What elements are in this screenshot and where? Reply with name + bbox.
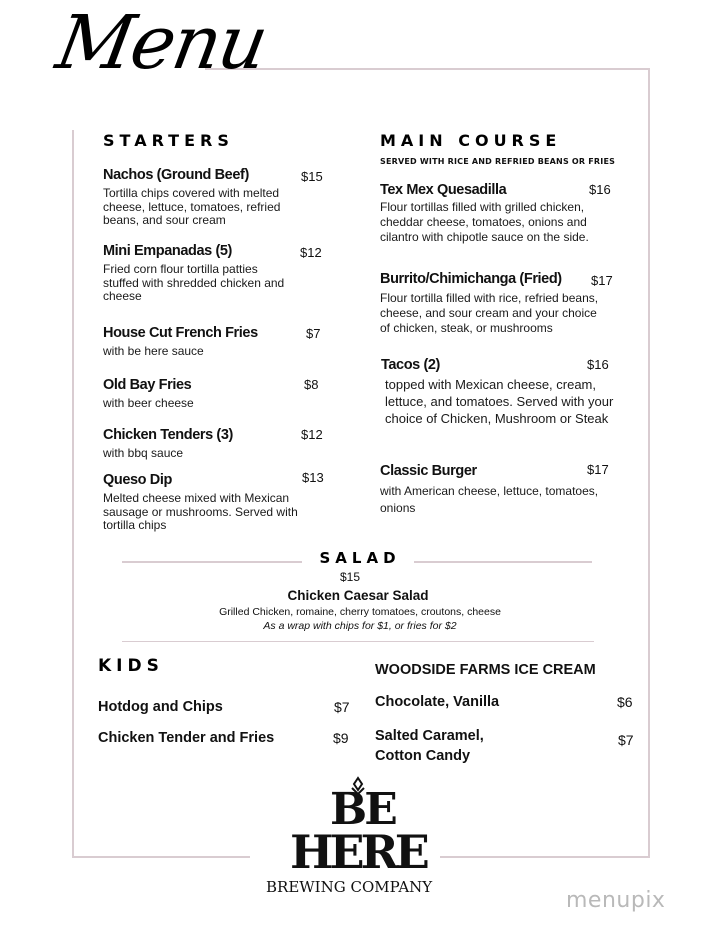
kids-heading: KIDS xyxy=(98,656,164,676)
item-description: Fried corn flour tortilla patties stuffed with shredded chicken and cheese xyxy=(103,262,285,303)
frame-border-bottom-right xyxy=(440,856,650,858)
item-name: Old Bay Fries xyxy=(103,377,192,393)
item-description: with beer cheese xyxy=(103,396,194,410)
item-description: with be here sauce xyxy=(103,344,204,358)
item-name: Classic Burger xyxy=(380,463,477,479)
item-name: Burrito/Chimichanga (Fried) xyxy=(380,271,562,287)
logo-be: BE xyxy=(330,784,395,835)
logo-brewing-company: BREWING COMPANY xyxy=(266,878,433,896)
salad-name: Chicken Caesar Salad xyxy=(287,588,429,603)
starter-item xyxy=(103,472,328,533)
item-name: House Cut French Fries xyxy=(103,325,258,341)
main-item xyxy=(380,182,615,245)
kids-item-price: $9 xyxy=(333,730,349,746)
item-description: topped with Mexican cheese, cream, lettuce, and tomatoes. Served with your choice of Chicken, Mushroom or Steak xyxy=(385,377,614,426)
main-course-heading: MAIN COURSE xyxy=(380,131,562,150)
item-name: Nachos (Ground Beef) xyxy=(103,167,249,183)
salad-heading: SALAD xyxy=(319,549,401,567)
main-item xyxy=(380,463,620,517)
menu-title: Menu xyxy=(50,0,273,86)
ice-cream-item-name: Salted Caramel, xyxy=(375,728,484,744)
starter-item xyxy=(103,377,328,411)
main-item xyxy=(381,357,621,427)
ice-cream-heading: WOODSIDE FARMS ICE CREAM xyxy=(375,662,596,678)
item-price: $17 xyxy=(587,462,609,477)
starter-item xyxy=(103,243,328,304)
be-here-brewing-logo xyxy=(262,776,456,900)
item-price: $13 xyxy=(302,470,324,485)
ice-cream-item-price: $7 xyxy=(618,732,634,748)
item-price: $17 xyxy=(591,273,613,288)
item-name: Mini Empanadas (5) xyxy=(103,243,232,259)
ice-cream-item-price: $6 xyxy=(617,694,633,710)
ice-cream-item-name: Chocolate, Vanilla xyxy=(375,694,500,710)
main-item xyxy=(380,271,615,336)
starter-item xyxy=(103,167,328,228)
kids-item-name: Hotdog and Chips xyxy=(98,699,223,715)
frame-border-top xyxy=(205,68,649,70)
item-description: Flour tortilla filled with rice, refried beans, cheese, and sour cream and your choice of chicken, steak, or mushrooms xyxy=(380,291,599,335)
salad-description: Grilled Chicken, romaine, cherry tomatoes, croutons, cheese xyxy=(219,606,501,618)
item-name: Tacos (2) xyxy=(381,357,440,373)
item-price: $16 xyxy=(589,182,611,197)
starters-heading: STARTERS xyxy=(103,131,234,150)
starter-item xyxy=(103,427,328,461)
item-description: Tortilla chips covered with melted cheese, lettuce, tomatoes, refried beans, and sour cream xyxy=(103,186,281,227)
menupix-watermark: menupix xyxy=(566,888,666,913)
logo-here: HERE xyxy=(290,825,426,879)
salad-note: As a wrap with chips for $1, or fries for $2 xyxy=(263,620,457,632)
frame-border-right xyxy=(648,68,650,856)
ice-cream-item-name-line2: Cotton Candy xyxy=(375,748,471,764)
item-name: Queso Dip xyxy=(103,472,172,488)
frame-border-left xyxy=(72,130,74,856)
item-price: $7 xyxy=(306,326,321,341)
main-course-subheading: SERVED WITH RICE AND REFRIED BEANS OR FRIES xyxy=(380,157,616,166)
item-name: Tex Mex Quesadilla xyxy=(380,182,507,198)
item-price: $12 xyxy=(301,427,323,442)
item-description: Flour tortillas filled with grilled chicken, cheddar cheese, tomatoes, onions and cilantro with chipotle sauce on the side. xyxy=(380,200,589,244)
item-price: $12 xyxy=(300,245,322,260)
frame-border-bottom-left xyxy=(72,856,250,858)
starter-item xyxy=(103,325,328,359)
salad-divider-bottom xyxy=(122,641,594,642)
item-price: $15 xyxy=(301,169,323,184)
item-price: $16 xyxy=(587,357,609,372)
item-description: with bbq sauce xyxy=(103,446,184,460)
item-name: Chicken Tenders (3) xyxy=(103,427,233,443)
kids-item-name: Chicken Tender and Fries xyxy=(98,730,275,746)
kids-item-price: $7 xyxy=(334,699,350,715)
item-price: $8 xyxy=(304,377,319,392)
item-description: with American cheese, lettuce, tomatoes, onions xyxy=(380,484,599,515)
salad-price: $15 xyxy=(339,570,361,584)
item-description: Melted cheese mixed with Mexican sausage or mushrooms. Served with tortilla chips xyxy=(103,491,298,532)
